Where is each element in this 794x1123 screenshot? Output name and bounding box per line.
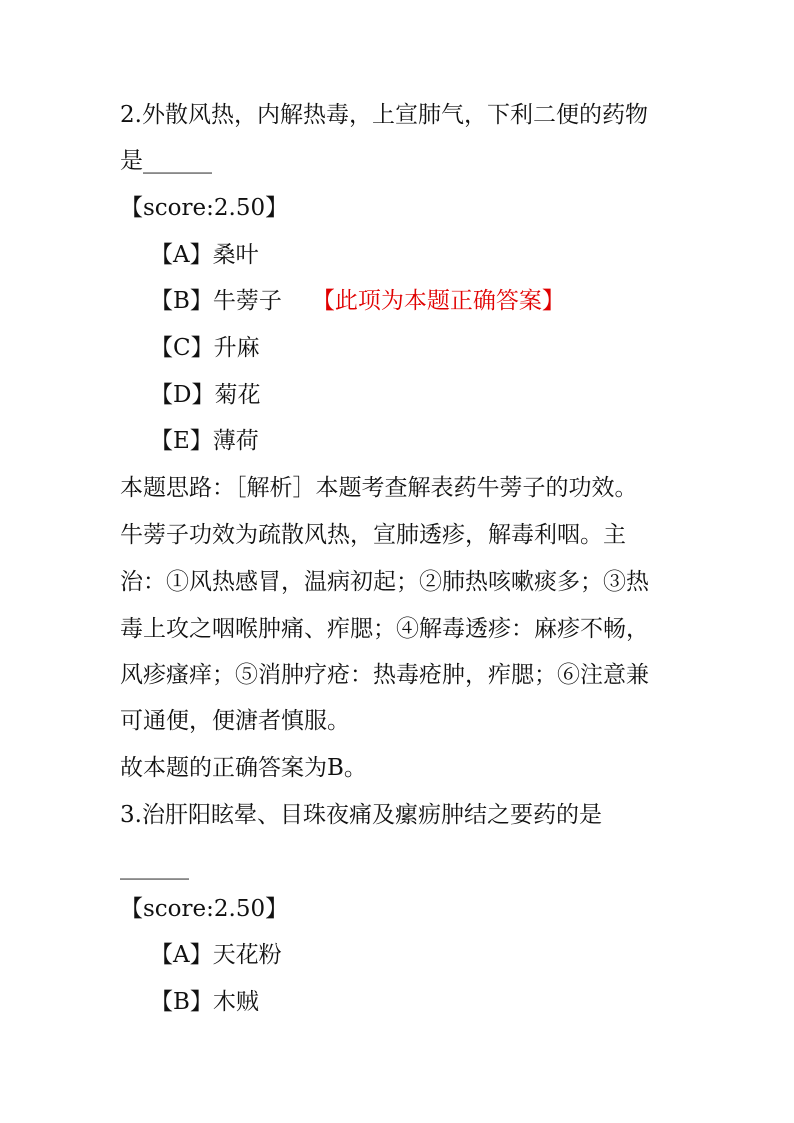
question-2-option-b (150, 286, 565, 316)
question-2-stem-line-1: 2.外散风热，内解热毒，上宣肺气，下利二便的药物 (120, 102, 648, 128)
answer-statement: 故本题的正确答案为B。 (120, 755, 367, 781)
question-2-option-e: 【E】薄荷 (150, 428, 259, 454)
question-3-option-a: 【A】天花粉 (150, 942, 282, 968)
option-b-label: 【B】牛蒡子 (150, 288, 282, 314)
analysis-line-5: 风疹瘙痒；⑤消肿疗疮：热毒疮肿，痄腮；⑥注意兼 (120, 662, 649, 688)
question-3-score: 【score:2.50】 (120, 896, 289, 922)
question-2-score: 【score:2.50】 (120, 195, 289, 221)
question-2-stem-line-2: 是______ (120, 148, 212, 174)
question-3-stem-line-1: 3.治肝阳眩晕、目珠夜痛及瘰疬肿结之要药的是 (120, 802, 602, 828)
analysis-line-1: 本题思路：［解析］本题考查解表药牛蒡子的功效。 (120, 475, 638, 501)
correct-answer-note: 【此项为本题正确答案】 (311, 288, 565, 314)
question-3-option-b: 【B】木贼 (150, 989, 259, 1015)
question-3-stem-line-2: ______ (120, 854, 189, 880)
question-2-option-c: 【C】升麻 (150, 335, 260, 361)
analysis-line-4: 毒上攻之咽喉肿痛、痄腮；④解毒透疹：麻疹不畅， (120, 616, 649, 642)
analysis-line-2: 牛蒡子功效为疏散风热，宣肺透疹，解毒利咽。主 (120, 522, 626, 548)
analysis-line-3: 治：①风热感冒，温病初起；②肺热咳嗽痰多；③热 (120, 569, 649, 595)
analysis-line-6: 可通便，便溏者慎服。 (120, 708, 350, 734)
question-2-option-d: 【D】菊花 (150, 382, 261, 408)
question-2-option-a: 【A】桑叶 (150, 242, 259, 268)
